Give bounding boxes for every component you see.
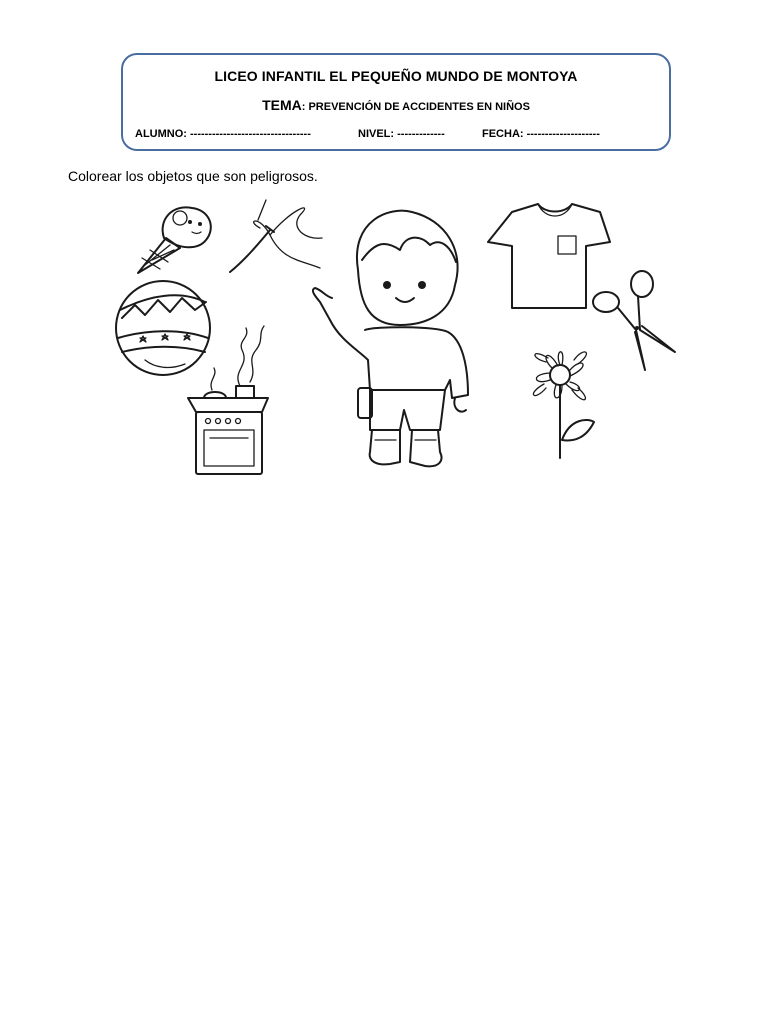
topic-value: : PREVENCIÓN DE ACCIDENTES EN NIÑOS [301, 101, 530, 113]
ball-icon [116, 281, 210, 375]
scissors-icon [593, 271, 675, 370]
ice-cream-icon [138, 207, 211, 273]
stove-icon [188, 326, 268, 474]
school-name: LICEO INFANTIL EL PEQUEÑO MUNDO DE MONTOYA [214, 68, 578, 84]
child-icon [313, 211, 468, 467]
date-field: FECHA: -------------------- [482, 128, 600, 140]
instruction-text: Colorear los objetos que son peligrosos. [68, 168, 318, 184]
needle-thread-icon [230, 200, 322, 272]
flower-icon [533, 352, 594, 458]
student-field: ALUMNO: --------------------------------- [135, 128, 311, 140]
worksheet-header [121, 53, 671, 151]
topic-label: TEMA [262, 97, 302, 113]
t-shirt-icon [488, 204, 610, 308]
topic [123, 97, 669, 113]
level-field: NIVEL: ------------- [358, 128, 445, 140]
illustration-area [100, 190, 700, 490]
objects-illustration [100, 190, 700, 490]
